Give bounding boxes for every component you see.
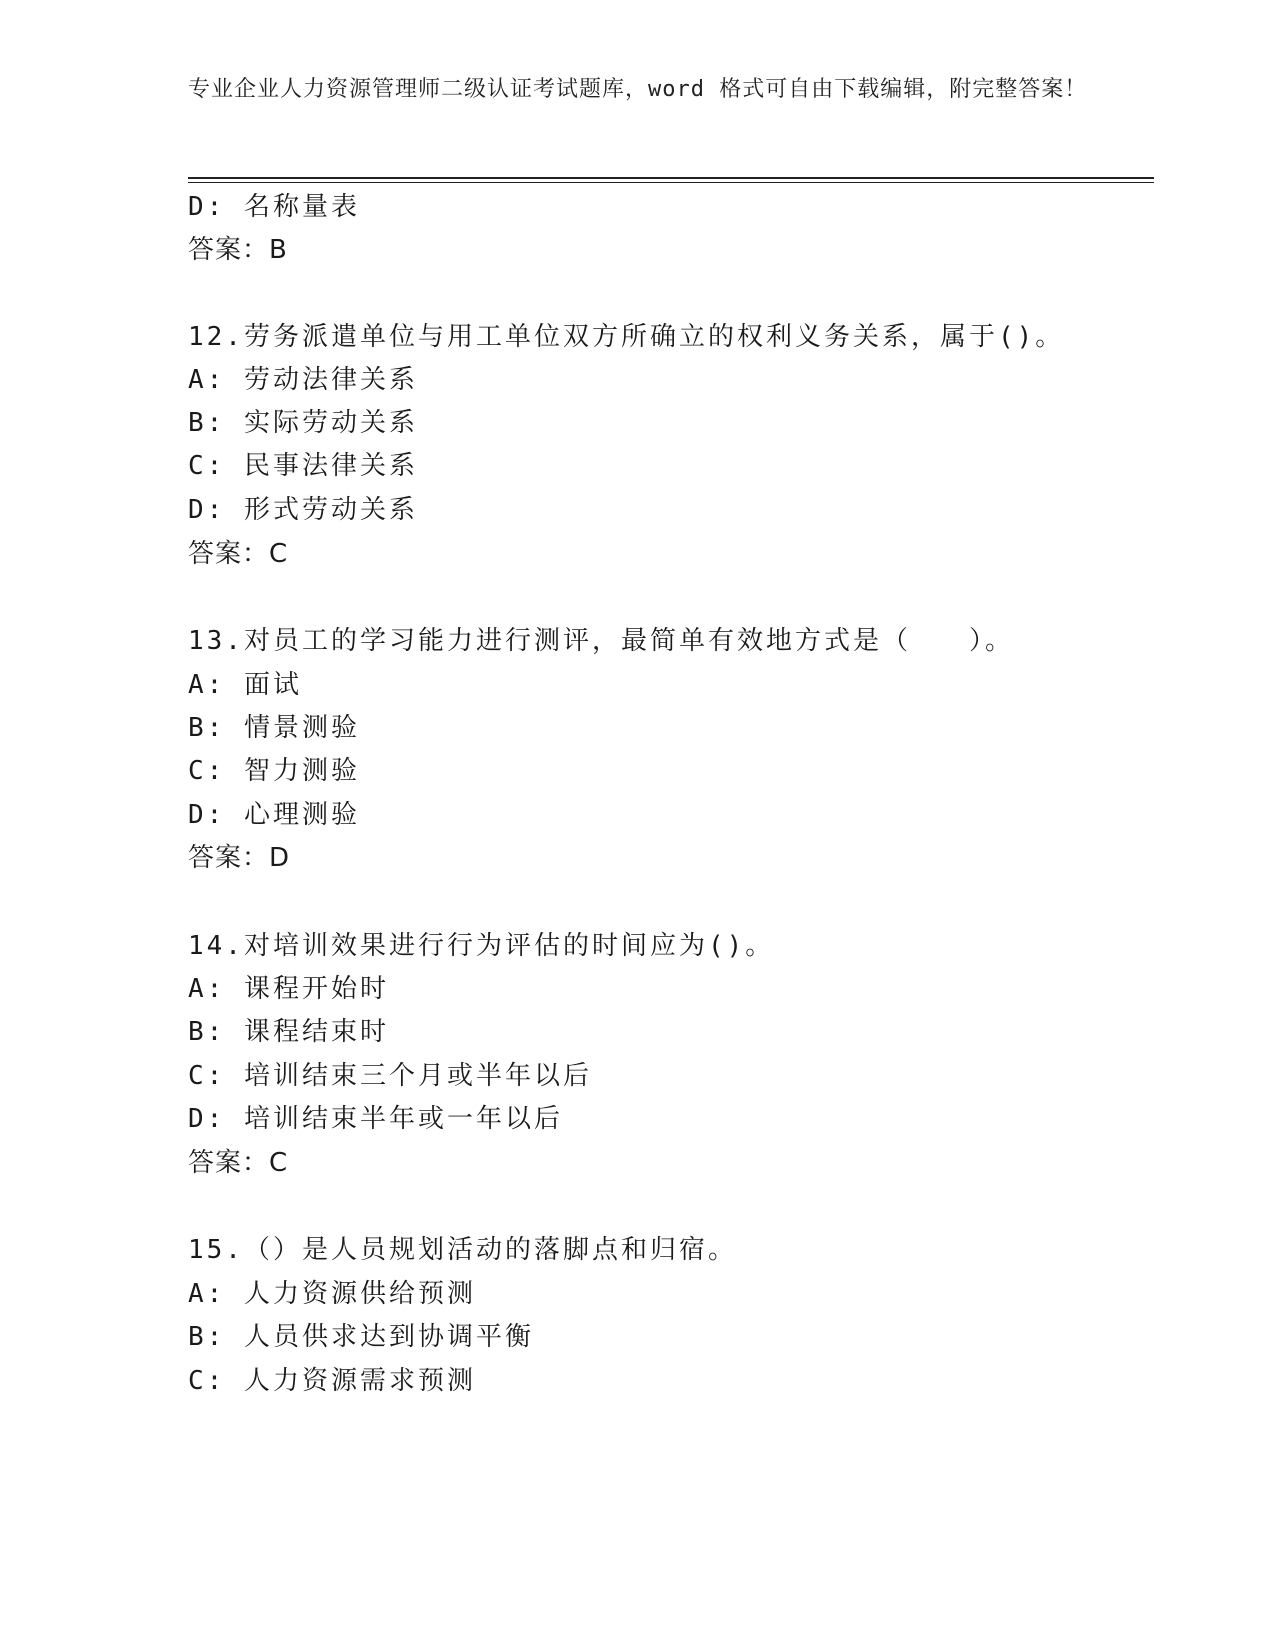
question-13-option-d: D: 心理测验: [188, 800, 360, 830]
question-14-option-a: A: 课程开始时: [188, 974, 389, 1004]
question-12-option-b: B: 实际劳动关系: [188, 408, 418, 438]
question-13-option-a: A: 面试: [188, 670, 302, 700]
question-12-option-c: C: 民事法律关系: [188, 451, 418, 481]
header-rule-thin: [188, 182, 1154, 183]
prev-answer: 答案：B: [188, 235, 288, 265]
question-13-option-c: C: 智力测验: [188, 756, 360, 786]
question-13-stem: 13.对员工的学习能力进行测评，最简单有效地方式是（ ）。: [188, 626, 1014, 656]
question-13-answer: 答案：D: [188, 843, 291, 873]
question-14-option-b: B: 课程结束时: [188, 1017, 389, 1047]
question-12-option-d: D: 形式劳动关系: [188, 495, 418, 525]
document-header: 专业企业人力资源管理师二级认证考试题库，word 格式可自由下载编辑，附完整答案！: [188, 77, 1088, 102]
question-12-answer: 答案：C: [188, 539, 289, 569]
question-12-option-a: A: 劳动法律关系: [188, 365, 418, 395]
question-15-option-b: B: 人员供求达到协调平衡: [188, 1322, 534, 1352]
question-14-stem: 14.对培训效果进行行为评估的时间应为()。: [188, 931, 775, 961]
question-13-option-b: B: 情景测验: [188, 713, 360, 743]
question-12-stem: 12.劳务派遣单位与用工单位双方所确立的权利义务关系，属于()。: [188, 322, 1065, 352]
header-rule-thick: [188, 177, 1154, 179]
question-15-option-a: A: 人力资源供给预测: [188, 1279, 476, 1309]
question-15-stem: 15.（）是人员规划活动的落脚点和归宿。: [188, 1235, 737, 1265]
question-14-option-c: C: 培训结束三个月或半年以后: [188, 1061, 592, 1091]
question-14-option-d: D: 培训结束半年或一年以后: [188, 1104, 563, 1134]
question-15-option-c: C: 人力资源需求预测: [188, 1366, 476, 1396]
question-14-answer: 答案：C: [188, 1148, 289, 1178]
prev-option-d: D: 名称量表: [188, 192, 360, 222]
